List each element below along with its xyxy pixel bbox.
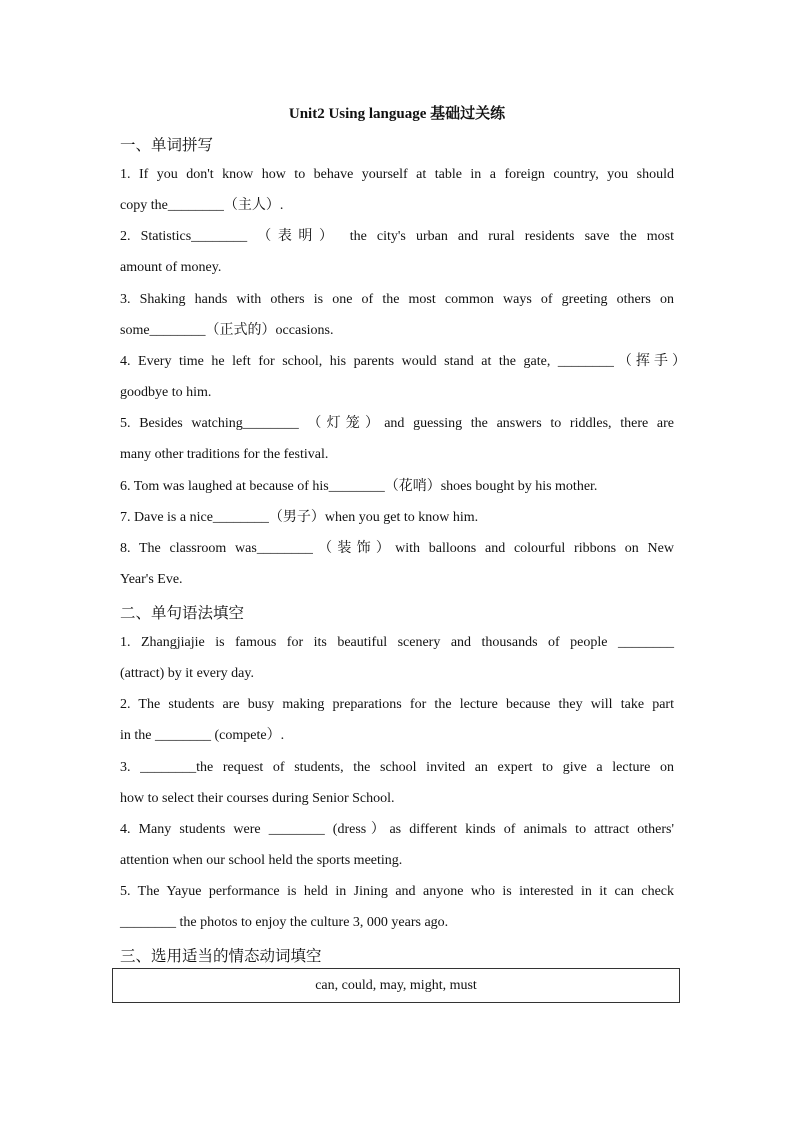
question-line: 5. Besides watching________ （灯笼）and guessing the answers to riddles, there are [120, 416, 674, 431]
question-line: attention when our school held the sports meeting. [120, 853, 403, 868]
question-line: 4. Many students were ________ (dress）as different kinds of animals to attract others' [120, 822, 674, 837]
question-line: many other traditions for the festival. [120, 447, 329, 462]
page-title: Unit2 Using language 基础过关练 [288, 106, 506, 122]
question-line: ________ the photos to enjoy the culture 3, 000 years ago. [120, 915, 449, 930]
question-line: copy the________（主人）. [120, 198, 284, 213]
word-box [112, 968, 680, 1003]
question-line: 5. The Yayue performance is held in Jining and anyone who is interested in it can check [120, 884, 674, 899]
grammar-question-3 [120, 752, 674, 814]
section-heading-modal-verbs: 三、选用适当的情态动词填空 [120, 947, 322, 965]
spelling-question-8 [120, 533, 674, 595]
grammar-question-2 [120, 689, 674, 751]
grammar-question-1 [120, 627, 674, 689]
question-line: 1. If you don't know how to behave yourself at table in a foreign country, you should [120, 167, 674, 182]
question-line: 8. The classroom was________（装饰）with balloons and colourful ribbons on New [120, 541, 674, 556]
spelling-question-1 [120, 159, 674, 221]
spelling-question-7 [120, 502, 674, 533]
question-line: some________（正式的）occasions. [120, 323, 334, 338]
question-line: 7. Dave is a nice________（男子）when you get to know him. [120, 510, 479, 525]
spelling-question-4 [120, 346, 686, 408]
question-line: Year's Eve. [120, 572, 183, 587]
section-heading-grammar: 二、单句语法填空 [120, 604, 245, 622]
question-line: goodbye to him. [120, 385, 212, 400]
question-line: in the ________ (compete）. [120, 728, 285, 743]
question-line: 1. Zhangjiajie is famous for its beautiful scenery and thousands of people ________ [120, 635, 674, 650]
question-line: amount of money. [120, 260, 222, 275]
section-heading-spelling: 一、单词拼写 [120, 136, 214, 154]
question-line: how to select their courses during Senior School. [120, 791, 395, 806]
question-line: 4. Every time he left for school, his parents would stand at the gate, ________（挥手） [120, 354, 686, 369]
spelling-question-3 [120, 284, 674, 346]
question-line: (attract) by it every day. [120, 666, 254, 681]
word-box-text: can, could, may, might, must [315, 977, 477, 993]
question-line: 3. ________the request of students, the school invited an expert to give a lecture on [120, 760, 674, 775]
grammar-question-5 [120, 876, 674, 938]
question-line: 2. The students are busy making preparations for the lecture because they will take part [120, 697, 674, 712]
question-line: 3. Shaking hands with others is one of the most common ways of greeting others on [120, 292, 674, 307]
spelling-question-6 [120, 471, 674, 502]
question-line: 2. Statistics________ （表明） the city's urban and rural residents save the most [120, 229, 674, 244]
spelling-question-5 [120, 408, 674, 470]
question-line: 6. Tom was laughed at because of his________（花哨）shoes bought by his mother. [120, 479, 598, 494]
spelling-question-2 [120, 221, 674, 283]
grammar-question-4 [120, 814, 674, 876]
